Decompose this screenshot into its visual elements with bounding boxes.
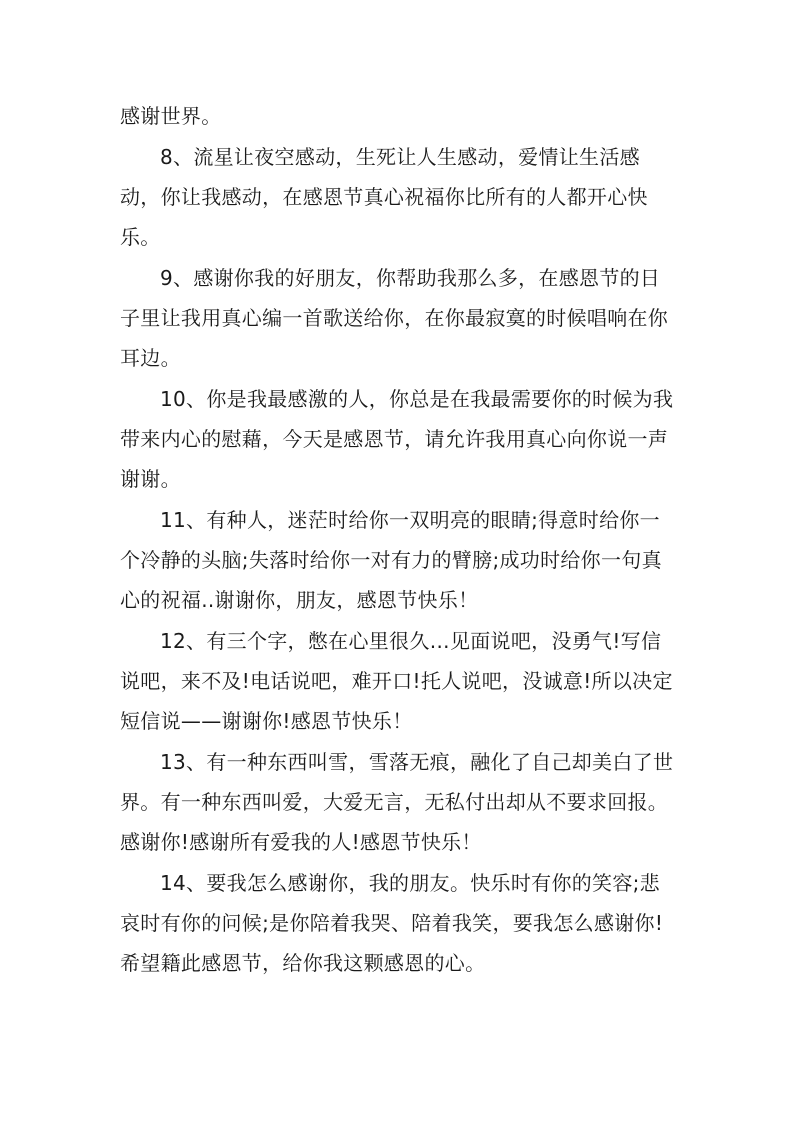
paragraph-item-12: 12、有三个字，憋在心里很久…见面说吧，没勇气!写信说吧，来不及!电话说吧，难开口!托人说吧，没诚意!所以决定短信说——谢谢你!感恩节快乐！ (120, 629, 673, 733)
paragraph-item-9: 9、感谢你我的好朋友，你帮助我那么多，在感恩节的日子里让我用真心编一首歌送给你，在你最寂寞的时候唱响在你耳边。 (120, 266, 669, 370)
paragraph-item-14: 14、要我怎么感谢你，我的朋友。快乐时有你的笑容;悲哀时有你的问候;是你陪着我哭、陪着我笑，要我怎么感谢你!希望籍此感恩节，给你我这颗感恩的心。 (120, 871, 664, 975)
paragraph-continuation: 感谢世界。 (120, 104, 222, 128)
paragraph-item-11: 11、有种人，迷茫时给你一双明亮的眼睛;得意时给你一个冷静的头脑;失落时给你一对有力的臂膀;成功时给你一句真心的祝福..谢谢你，朋友，感恩节快乐！ (120, 508, 662, 612)
paragraph-item-13: 13、有一种东西叫雪，雪落无痕，融化了自己却美白了世界。有一种东西叫爱，大爱无言，无私付出却从不要求回报。感谢你!感谢所有爱我的人!感恩节快乐！ (120, 750, 674, 854)
document-body (120, 96, 675, 984)
paragraph-item-10: 10、你是我最感激的人，你总是在我最需要你的时候为我带来内心的慰藉，今天是感恩节，请允许我用真心向你说一声谢谢。 (120, 387, 674, 491)
paragraph-item-8: 8、流星让夜空感动，生死让人生感动，爱情让生活感动，你让我感动，在感恩节真心祝福你比所有的人都开心快乐。 (120, 145, 648, 249)
